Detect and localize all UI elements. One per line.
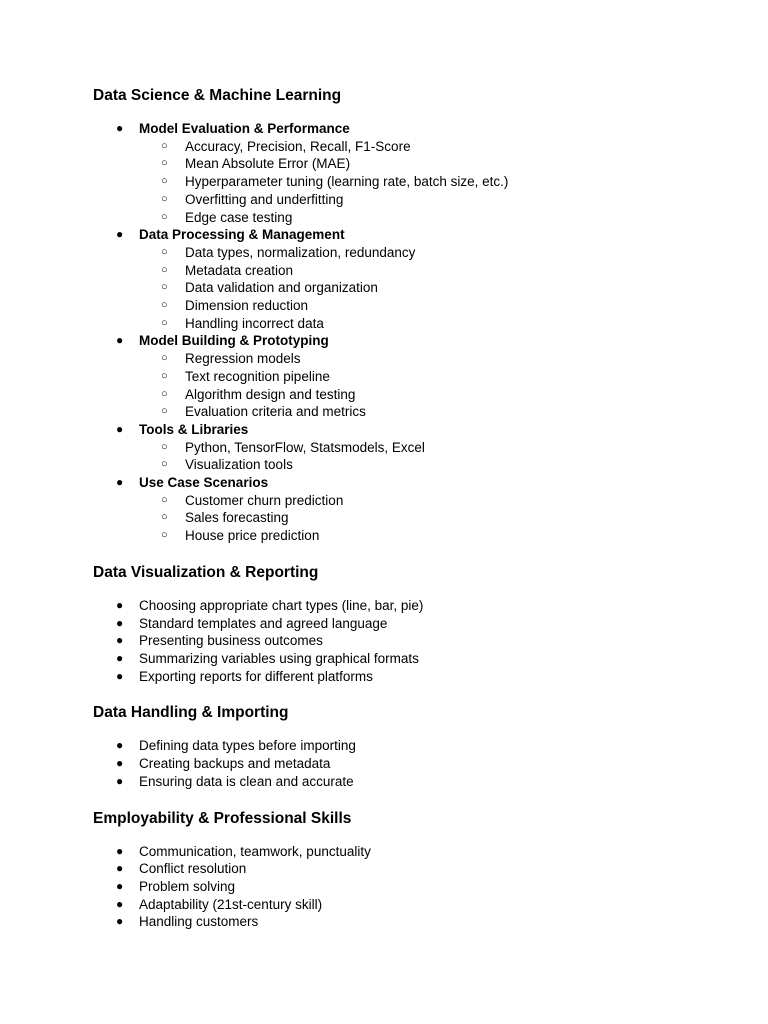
- bullet-circle-icon: ○: [161, 192, 168, 205]
- list-item-text: Choosing appropriate chart types (line, bar, pie): [139, 597, 424, 613]
- list-item-text: Handling customers: [139, 914, 259, 930]
- list-item-text: Problem solving: [139, 878, 236, 894]
- list-item: [139, 297, 733, 315]
- bullet-circle-icon: ○: [161, 369, 168, 382]
- list-item-text: Accuracy, Precision, Recall, F1-Score: [185, 138, 411, 154]
- list-item: [93, 878, 733, 896]
- list-item: [139, 155, 733, 173]
- bullet-circle-icon: ○: [161, 299, 168, 312]
- document-page: [93, 86, 733, 949]
- bullet-disc-icon: ●: [116, 756, 124, 771]
- list-item: [139, 368, 733, 386]
- bullet-disc-icon: ●: [116, 615, 124, 630]
- list-item: [139, 527, 733, 545]
- bullet-disc-icon: ●: [116, 773, 124, 788]
- list-item: [139, 244, 733, 262]
- section-title: Employability & Professional Skills: [93, 809, 352, 827]
- list-item-text: Conflict resolution: [139, 861, 247, 877]
- list-item-text: Defining data types before importing: [139, 738, 356, 754]
- list-item-text: Handling incorrect data: [185, 315, 324, 331]
- list-item-group: [93, 332, 733, 421]
- list-item: [139, 386, 733, 404]
- list-item-text: Creating backups and metadata: [139, 756, 331, 772]
- section-data-handling: [93, 703, 733, 790]
- bullet-circle-icon: ○: [161, 316, 168, 329]
- list-item-group: [93, 120, 733, 226]
- list-item: [93, 860, 733, 878]
- group-label: Tools & Libraries: [139, 421, 249, 437]
- list-item-text: Mean Absolute Error (MAE): [185, 156, 351, 172]
- list-item: [93, 632, 733, 650]
- list-item-text: Exporting reports for different platforms: [139, 668, 373, 684]
- bullet-circle-icon: ○: [161, 281, 168, 294]
- list-item: [93, 896, 733, 914]
- list-item-text: Overfitting and underfitting: [185, 191, 344, 207]
- section-title: Data Visualization & Reporting: [93, 563, 319, 581]
- bullet-disc-icon: ●: [116, 843, 124, 858]
- list-item: [139, 439, 733, 457]
- group-label: Model Evaluation & Performance: [139, 121, 350, 136]
- section-title: Data Science & Machine Learning: [93, 87, 342, 104]
- list-item: [93, 737, 733, 755]
- section-data-visualization: [93, 563, 733, 686]
- bullet-disc-icon: ●: [116, 650, 124, 665]
- list-item-text: Evaluation criteria and metrics: [185, 404, 366, 420]
- list-item-text: Edge case testing: [185, 209, 293, 225]
- list-item: [139, 191, 733, 209]
- list-item-text: Python, TensorFlow, Statsmodels, Excel: [185, 439, 425, 455]
- bullet-disc-icon: ●: [116, 914, 124, 929]
- list-item-text: Text recognition pipeline: [185, 368, 330, 384]
- bullet-circle-icon: ○: [161, 458, 168, 471]
- bullet-circle-icon: ○: [161, 493, 168, 506]
- list-item-text: Adaptability (21st-century skill): [139, 896, 323, 912]
- group-label: Data Processing & Management: [139, 227, 345, 243]
- bullet-circle-icon: ○: [161, 175, 168, 188]
- list-item-text: Dimension reduction: [185, 298, 309, 314]
- list-item-text: Algorithm design and testing: [185, 386, 356, 402]
- list-item-text: Ensuring data is clean and accurate: [139, 773, 354, 789]
- list-item-group: [93, 226, 733, 332]
- list-item: [93, 668, 733, 686]
- bullet-disc-icon: ●: [116, 738, 124, 753]
- list-item: [139, 315, 733, 333]
- group-label: Use Case Scenarios: [139, 475, 269, 491]
- list-item-group: [93, 421, 733, 474]
- list-item-text: Regression models: [185, 351, 301, 367]
- bullet-circle-icon: ○: [161, 263, 168, 276]
- bullet-circle-icon: ○: [161, 139, 168, 152]
- list-item-text: Data validation and organization: [185, 280, 378, 296]
- bullet-circle-icon: ○: [161, 352, 168, 365]
- sub-bullet-list: [139, 350, 733, 421]
- list-item: [93, 773, 733, 791]
- sub-bullet-list: [139, 138, 733, 227]
- section-data-science-ml: [93, 86, 733, 545]
- list-item-text: Data types, normalization, redundancy: [185, 244, 416, 260]
- list-item: [139, 173, 733, 191]
- list-item: [139, 279, 733, 297]
- bullet-disc-icon: ●: [116, 878, 124, 893]
- list-item-text: Customer churn prediction: [185, 492, 344, 508]
- list-item: [93, 597, 733, 615]
- list-item-text: Visualization tools: [185, 457, 293, 473]
- bullet-circle-icon: ○: [161, 157, 168, 170]
- bullet-circle-icon: ○: [161, 529, 168, 542]
- bullet-disc-icon: ●: [116, 861, 124, 876]
- bullet-circle-icon: ○: [161, 210, 168, 223]
- bullet-disc-icon: ●: [116, 227, 124, 242]
- bullet-disc-icon: ●: [116, 475, 124, 490]
- section-employability: [93, 809, 733, 932]
- bullet-list: [93, 843, 733, 932]
- bullet-circle-icon: ○: [161, 511, 168, 524]
- bullet-disc-icon: ●: [116, 421, 124, 436]
- bullet-disc-icon: ●: [116, 333, 124, 348]
- section-title: Data Handling & Importing: [93, 704, 289, 722]
- list-item: [139, 138, 733, 156]
- bullet-list: [93, 597, 733, 686]
- bullet-disc-icon: ●: [116, 896, 124, 911]
- list-item-text: Communication, teamwork, punctuality: [139, 843, 371, 859]
- sub-bullet-list: [139, 244, 733, 333]
- list-item: [139, 350, 733, 368]
- list-item: [139, 492, 733, 510]
- bullet-circle-icon: ○: [161, 245, 168, 258]
- sub-bullet-list: [139, 439, 733, 474]
- list-item: [93, 650, 733, 668]
- list-item: [139, 509, 733, 527]
- bullet-disc-icon: ●: [116, 668, 124, 683]
- bullet-circle-icon: ○: [161, 440, 168, 453]
- list-item-group: [93, 474, 733, 545]
- bullet-disc-icon: ●: [116, 633, 124, 648]
- list-item-text: Sales forecasting: [185, 510, 289, 526]
- list-item: [93, 615, 733, 633]
- list-item: [139, 209, 733, 227]
- bullet-list: [93, 120, 733, 545]
- list-item: [93, 755, 733, 773]
- bullet-disc-icon: ●: [116, 121, 124, 135]
- list-item: [139, 403, 733, 421]
- bullet-circle-icon: ○: [161, 405, 168, 418]
- list-item-text: Metadata creation: [185, 262, 294, 278]
- list-item: [93, 913, 733, 931]
- list-item-text: Summarizing variables using graphical formats: [139, 650, 419, 666]
- list-item: [139, 456, 733, 474]
- list-item-text: House price prediction: [185, 528, 320, 544]
- bullet-list: [93, 737, 733, 790]
- group-label: Model Building & Prototyping: [139, 333, 329, 349]
- list-item: [93, 843, 733, 861]
- sub-bullet-list: [139, 492, 733, 545]
- bullet-circle-icon: ○: [161, 387, 168, 400]
- list-item: [139, 262, 733, 280]
- bullet-disc-icon: ●: [116, 597, 124, 612]
- list-item-text: Standard templates and agreed language: [139, 615, 388, 631]
- list-item-text: Hyperparameter tuning (learning rate, batch size, etc.): [185, 174, 509, 190]
- list-item-text: Presenting business outcomes: [139, 633, 323, 649]
